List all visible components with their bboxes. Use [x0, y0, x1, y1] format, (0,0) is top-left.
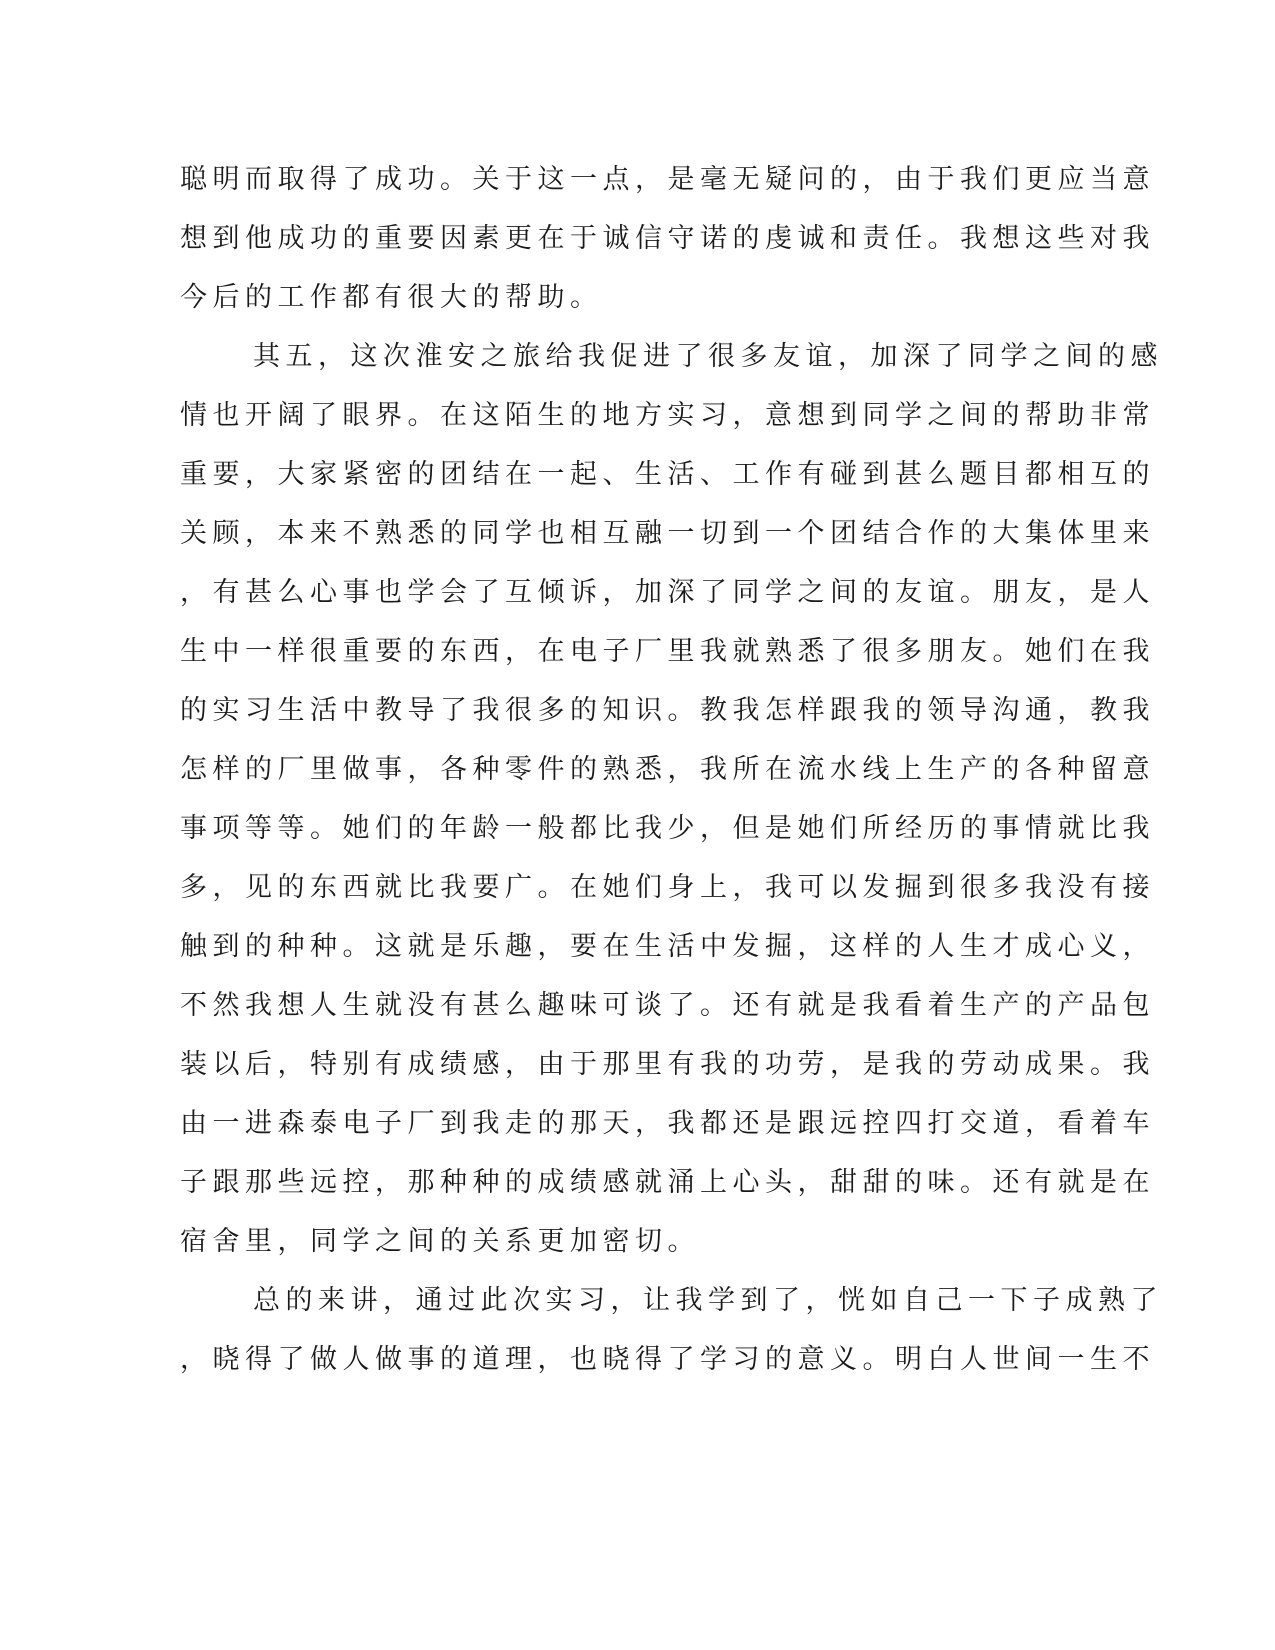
text-line-16: 装以后，特别有成绩感，由于那里有我的功劳，是我的劳动成果。我 — [180, 1049, 1155, 1080]
text-line-9: 生中一样很重要的东西，在电子厂里我就熟悉了很多朋友。她们在我 — [180, 636, 1155, 667]
text-line-2: 想到他成功的重要因素更在于诚信守诺的虔诚和责任。我想这些对我 — [180, 223, 1155, 254]
text-line-12: 事项等等。她们的年龄一般都比我少，但是她们所经历的事情就比我 — [180, 813, 1155, 844]
text-line-8: ，有甚么心事也学会了互倾诉，加深了同学之间的友谊。朋友，是人 — [180, 577, 1155, 608]
text-line-13: 多，见的东西就比我要广。在她们身上，我可以发掘到很多我没有接 — [180, 872, 1155, 903]
text-line-17: 由一进森泰电子厂到我走的那天，我都还是跟远控四打交道，看着车 — [180, 1108, 1155, 1139]
text-line-14: 触到的种种。这就是乐趣，要在生活中发掘，这样的人生才成心义， — [180, 931, 1155, 962]
text-line-11: 怎样的厂里做事，各种零件的熟悉，我所在流水线上生产的各种留意 — [180, 754, 1155, 785]
text-line-15: 不然我想人生就没有甚么趣味可谈了。还有就是我看着生产的产品包 — [180, 990, 1155, 1021]
text-line-3: 今后的工作都有很大的帮助。 — [180, 282, 603, 313]
text-line-7: 关顾，本来不熟悉的同学也相互融一切到一个团结合作的大集体里来 — [180, 518, 1155, 549]
paragraph-start-line: 其五，这次淮安之旅给我促进了很多友谊，加深了同学之间的感 — [253, 341, 1163, 372]
text-line-21: ，晓得了做人做事的道理，也晓得了学习的意义。明白人世间一生不 — [180, 1344, 1155, 1375]
text-line-6: 重要，大家紧密的团结在一起、生活、工作有碰到甚么题目都相互的 — [180, 459, 1155, 490]
text-line-10: 的实习生活中教导了我很多的知识。教我怎样跟我的领导沟通，教我 — [180, 695, 1155, 726]
text-line-19: 宿舍里，同学之间的关系更加密切。 — [180, 1226, 700, 1257]
text-line-1: 聪明而取得了成功。关于这一点，是毫无疑问的，由于我们更应当意 — [180, 164, 1155, 195]
paragraph-start-line-2: 总的来讲，通过此次实习，让我学到了，恍如自己一下子成熟了 — [253, 1285, 1163, 1316]
text-line-5: 情也开阔了眼界。在这陌生的地方实习，意想到同学之间的帮助非常 — [180, 400, 1155, 431]
text-line-18: 子跟那些远控，那种种的成绩感就涌上心头，甜甜的味。还有就是在 — [180, 1167, 1155, 1198]
